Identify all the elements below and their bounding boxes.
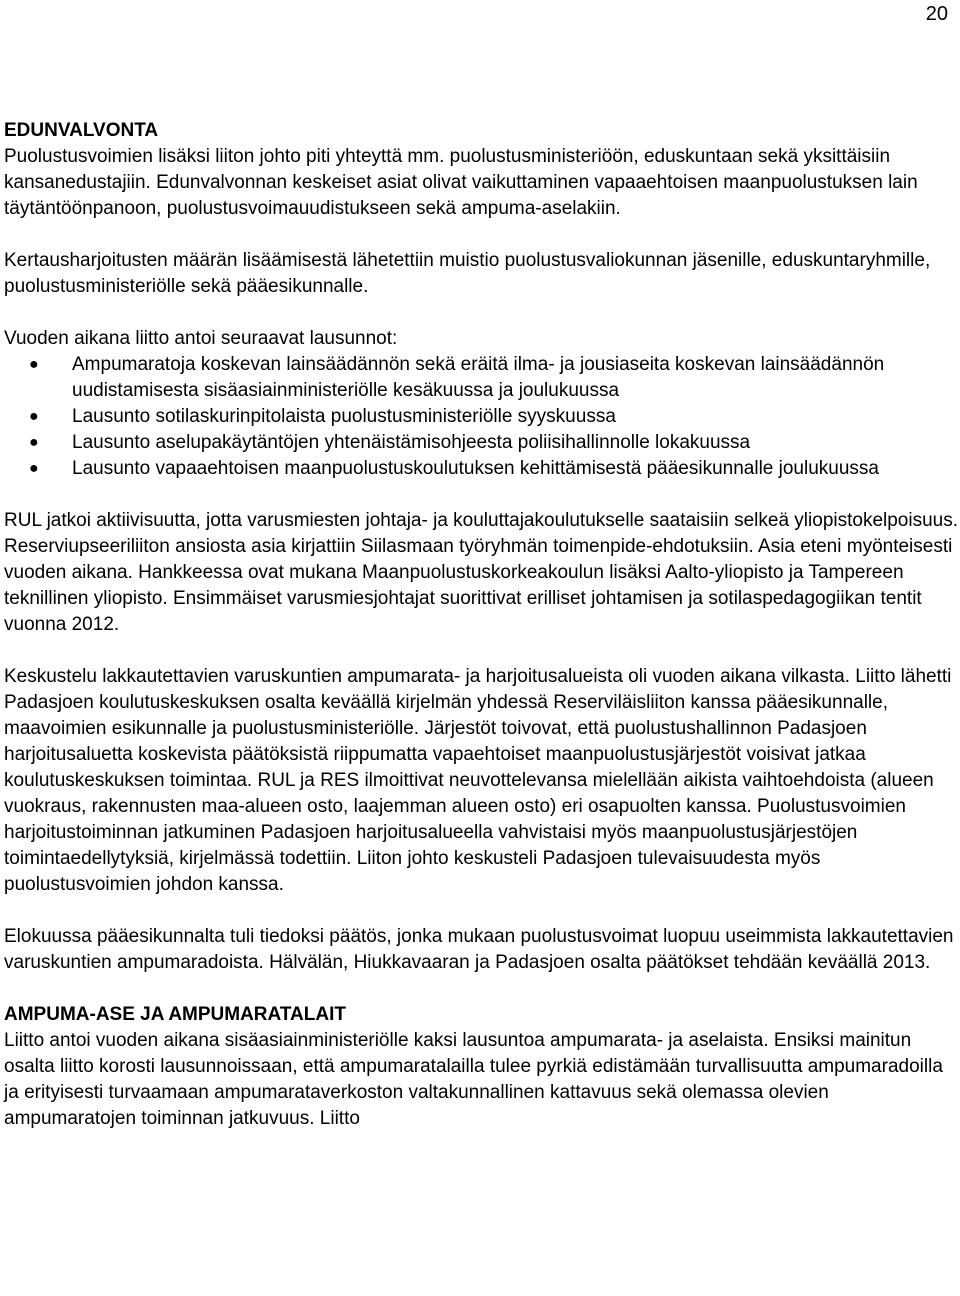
list-item-text: Lausunto aselupakäytäntöjen yhtenäistämisohjeesta poliisihallinnolle lokakuussa: [72, 432, 751, 453]
list-item: [4, 404, 960, 430]
list-item: [4, 456, 960, 482]
list-item: [4, 430, 960, 456]
bullet-icon: ●: [29, 408, 39, 425]
paragraph-ampumaradat-paatos: Elokuussa pääesikunnalta tuli tiedoksi päätös, jonka mukaan puolustusvoimat luopuu useimmista lakkautettavien varuskuntien ampumaradoista. Hälvälän, Hiukkavaaran ja Padasjoen osalta päätökset tehdään keväällä 2013.: [4, 926, 954, 973]
list-item: [4, 352, 960, 404]
list-item-text: Ampumaratoja koskevan lainsäädännön sekä eräitä ilma- ja jousiaseita koskevan lainsäädännön uudistamisesta sisäasiainministeriölle kesäkuussa ja joulukuussa: [72, 354, 885, 401]
paragraph-kertausharjoitukset: Kertausharjoitusten määrän lisäämisestä lähetettiin muistio puolustusvaliokunnan jäsenille, eduskuntaryhmille, puolustusministeriölle sekä pääesikunnalle.: [4, 250, 931, 297]
paragraph-lausunnot: Liitto antoi vuoden aikana sisäasiainministeriölle kaksi lausuntoa ampumarata- ja aselaista. Ensiksi mainitun osalta liitto korosti lausunnoissaan, että ampumaratalailla tulee pyrkiä edistämään turvallisuutta ampumaradoilla ja erityisesti turvaamaan ampumarataverkoston valtakunnallinen kattavuus sekä olemassa olevien ampumaratojen toiminnan jatkuvuus. Liitto: [4, 1030, 943, 1129]
list-item-text: Lausunto sotilaskurinpitolaista puolustusministeriölle syyskuussa: [72, 406, 616, 427]
paragraph-varuskunnat: Keskustelu lakkautettavien varuskuntien ampumarata- ja harjoitusalueista oli vuoden aikana vilkasta. Liitto lähetti Padasjoen koulutuskeskuksen osalta keväällä kirjelmän yhdessä Reserviläisliiton kanssa pääesikunnalle, maavoimien esikunnalle ja puolustusministeriölle. Järjestöt toivovat, että puolustushallinnon Padasjoen harjoitusaluetta koskevista päätöksistä riippumatta vapaehtoiset maanpuolustusjärjestöt voisivat jatkaa koulutuskeskuksen toimintaa. RUL ja RES ilmoittivat neuvottelevansa mielellään aikista vaihtoehdoista (alueen vuokraus, rakennusten maa-alueen osto, laajemman alueen osto) eri osapuolten kanssa. Puolustusvoimien harjoitustoiminnan jatkuminen Padasjoen harjoitusalueella vahvistaisi myös maanpuolustusjärjestöjen toimintaedellytyksiä, kirjelmässä todettiin. Liiton johto keskusteli Padasjoen tulevaisuudesta myös puolustusvoimien johdon kanssa.: [4, 666, 952, 895]
bullet-icon: ●: [29, 434, 39, 451]
section-heading-edunvalvonta: EDUNVALVONTA: [4, 120, 159, 141]
bullet-icon: ●: [29, 460, 39, 477]
paragraph-intro: Puolustusvoimien lisäksi liiton johto piti yhteyttä mm. puolustusministeriöön, eduskuntaan sekä yksittäisiin kansanedustajiin. Edunvalvonnan keskeiset asiat olivat vaikuttaminen vapaaehtoisen maanpuolustuksen lain täytäntöönpanoon, puolustusvoimauudistukseen sekä ampuma-aselakiin.: [4, 146, 918, 219]
list-item-text: Lausunto vapaaehtoisen maanpuolustuskoulutuksen kehittämisestä pääesikunnalle joulukuussa: [72, 458, 879, 479]
paragraph-yliopistokelpoisuus: RUL jatkoi aktiivisuutta, jotta varusmiesten johtaja- ja kouluttajakoulutukselle saataisiin selkeä yliopistokelpoisuus. Reserviupseeriliiton ansiosta asia kirjattiin Siilasmaan työryhmän toimenpide-ehdotuksiin. Asia eteni myönteisesti vuoden aikana. Hankkeessa ovat mukana Maanpuolustuskorkeakoulun lisäksi Aalto-yliopisto ja Tampereen teknillinen yliopisto. Ensimmäiset varusmiesjohtajat suorittivat erilliset johtamisen ja sotilaspedagogiikan tentit vuonna 2012.: [4, 510, 959, 635]
statements-list: [4, 352, 960, 482]
bullet-icon: ●: [29, 356, 39, 373]
list-intro: Vuoden aikana liitto antoi seuraavat lausunnot:: [4, 328, 398, 349]
document-body: [4, 118, 960, 1132]
section-heading-ampuma-ase: AMPUMA-ASE JA AMPUMARATALAIT: [4, 1004, 346, 1025]
page-number: 20: [925, 3, 948, 25]
